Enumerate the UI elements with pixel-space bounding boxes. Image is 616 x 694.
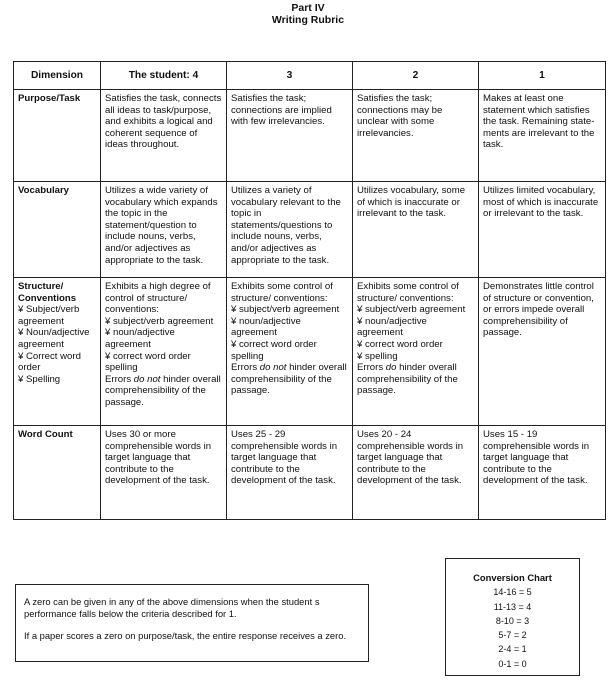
cell-score-3: Utilizes a variety of vocabulary relevant to the topic in statements/questions to include nouns, verbs, and/or adjectives as appropriate to the task. [227, 182, 353, 278]
cell-score-2 [353, 278, 479, 426]
header-row [14, 62, 606, 90]
bullet-item: ¥ noun/adjective agreement [231, 315, 301, 339]
cell-intro: Exhibits some control of structure/ conventions: [231, 281, 333, 304]
cell-score-4: Satisfies the task, connects all ideas to task/purpose, and exhibits a logical and coherent sequence of ideas throughout. [101, 90, 227, 182]
cell-intro: Exhibits some control of structure/ conventions: [357, 281, 459, 304]
column-header-1: 1 [479, 62, 606, 90]
bullet-item: ¥ noun/adjective agreement [357, 315, 427, 339]
cell-score-1: Demonstrates little control of structure or convention, or errors impede overall comprehensibility of passage. [479, 278, 606, 426]
zero-score-note [15, 584, 369, 662]
dimension-sub-item: ¥ Subject/verb agreement [18, 304, 80, 327]
cell-errors-note: Errors do not hinder overall comprehensibility of the passage. [231, 362, 347, 397]
cell-score-3: Uses 25 - 29 comprehensible words in target language that contribute to the development of the task. [227, 426, 353, 520]
column-header-2: 2 [353, 62, 479, 90]
cell-score-4: Uses 30 or more comprehensible words in target language that contribute to the development of the task. [101, 426, 227, 520]
cell-score-3: Satisfies the task; connections are implied with few irrelevancies. [227, 90, 353, 182]
dimension-label: Structure/ Conventions [18, 281, 77, 304]
dimension-label: Vocabulary [14, 182, 101, 278]
table-row-purpose-task [14, 90, 606, 182]
dimension-sub-item: ¥ Correct word order [18, 350, 81, 374]
table-row-vocabulary [14, 182, 606, 278]
conversion-item: 14-16 = 5 [493, 587, 532, 598]
column-header-3: 3 [227, 62, 353, 90]
conversion-item: 5-7 = 2 [498, 630, 527, 641]
cell-score-1: Utilizes limited vocabulary, most of which is inaccurate or irrelevant to the task. [479, 182, 606, 278]
bullet-item: ¥ noun/adjective agreement [105, 327, 175, 350]
dimension-label: Purpose/Task [14, 90, 101, 182]
conversion-chart [445, 558, 580, 676]
cell-errors-note: Errors do hinder overall comprehensibility of the passage. [357, 362, 458, 397]
table-row-structure-conventions [14, 278, 606, 426]
cell-score-2: Satisfies the task; connections may be unclear with some irrelevancies. [353, 90, 479, 182]
page-title: Writing Rubric [271, 14, 345, 26]
conversion-chart-title: Conversion Chart [473, 572, 552, 583]
dimension-cell [14, 278, 101, 426]
bullet-item: ¥ spelling [357, 350, 398, 362]
cell-intro: Exhibits a high degree of control of structure/ conventions: [105, 281, 211, 316]
conversion-item: 0-1 = 0 [498, 658, 527, 669]
cell-score-3 [227, 278, 353, 426]
bullet-item: ¥ correct word order spelling [105, 350, 191, 374]
conversion-item: 11-13 = 4 [493, 601, 532, 612]
bullet-item: ¥ subject/verb agreement [357, 304, 466, 316]
conversion-item: 8-10 = 3 [495, 615, 530, 626]
cell-score-4: Utilizes a wide variety of vocabulary which expands the topic in the statement/question to include nouns, verbs, and/or adjectives as appropriate to the task. [101, 182, 227, 278]
cell-score-2: Uses 20 - 24 comprehensible words in target language that contribute to the development of the task. [353, 426, 479, 520]
cell-score-4 [101, 278, 227, 426]
note-paragraph: A zero can be given in any of the above dimensions when the student s performance falls below the criteria described for 1. [24, 596, 320, 619]
cell-score-1: Makes at least one statement which satisfies the task. Remaining state-ments are irrelevant to the task. [479, 90, 606, 182]
part-label: Part IV [291, 2, 325, 14]
bullet-item: ¥ correct word order [357, 338, 443, 350]
note-paragraph: If a paper scores a zero on purpose/task, the entire response receives a zero. [24, 630, 347, 641]
conversion-item: 2-4 = 1 [498, 644, 527, 655]
bullet-item: ¥ correct word order spelling [231, 338, 317, 362]
cell-errors-note: Errors do not hinder overall comprehensibility of the passage. [105, 373, 221, 408]
cell-score-2: Utilizes vocabulary, some of which is inaccurate or irrelevant to the task. [353, 182, 479, 278]
dimension-label: Word Count [14, 426, 101, 520]
bullet-item: ¥ subject/verb agreement [231, 304, 340, 316]
dimension-sub-item: ¥ Noun/adjective agreement [18, 327, 90, 350]
column-header-dimension: Dimension [14, 62, 101, 90]
writing-rubric-table [13, 61, 606, 520]
cell-score-1: Uses 15 - 19 comprehensible words in target language that contribute to the development of the task. [479, 426, 606, 520]
dimension-sub-item: ¥ Spelling [18, 373, 61, 385]
table-row-word-count [14, 426, 606, 520]
column-header-4: The student: 4 [101, 62, 227, 90]
bullet-item: ¥ subject/verb agreement [105, 315, 214, 327]
